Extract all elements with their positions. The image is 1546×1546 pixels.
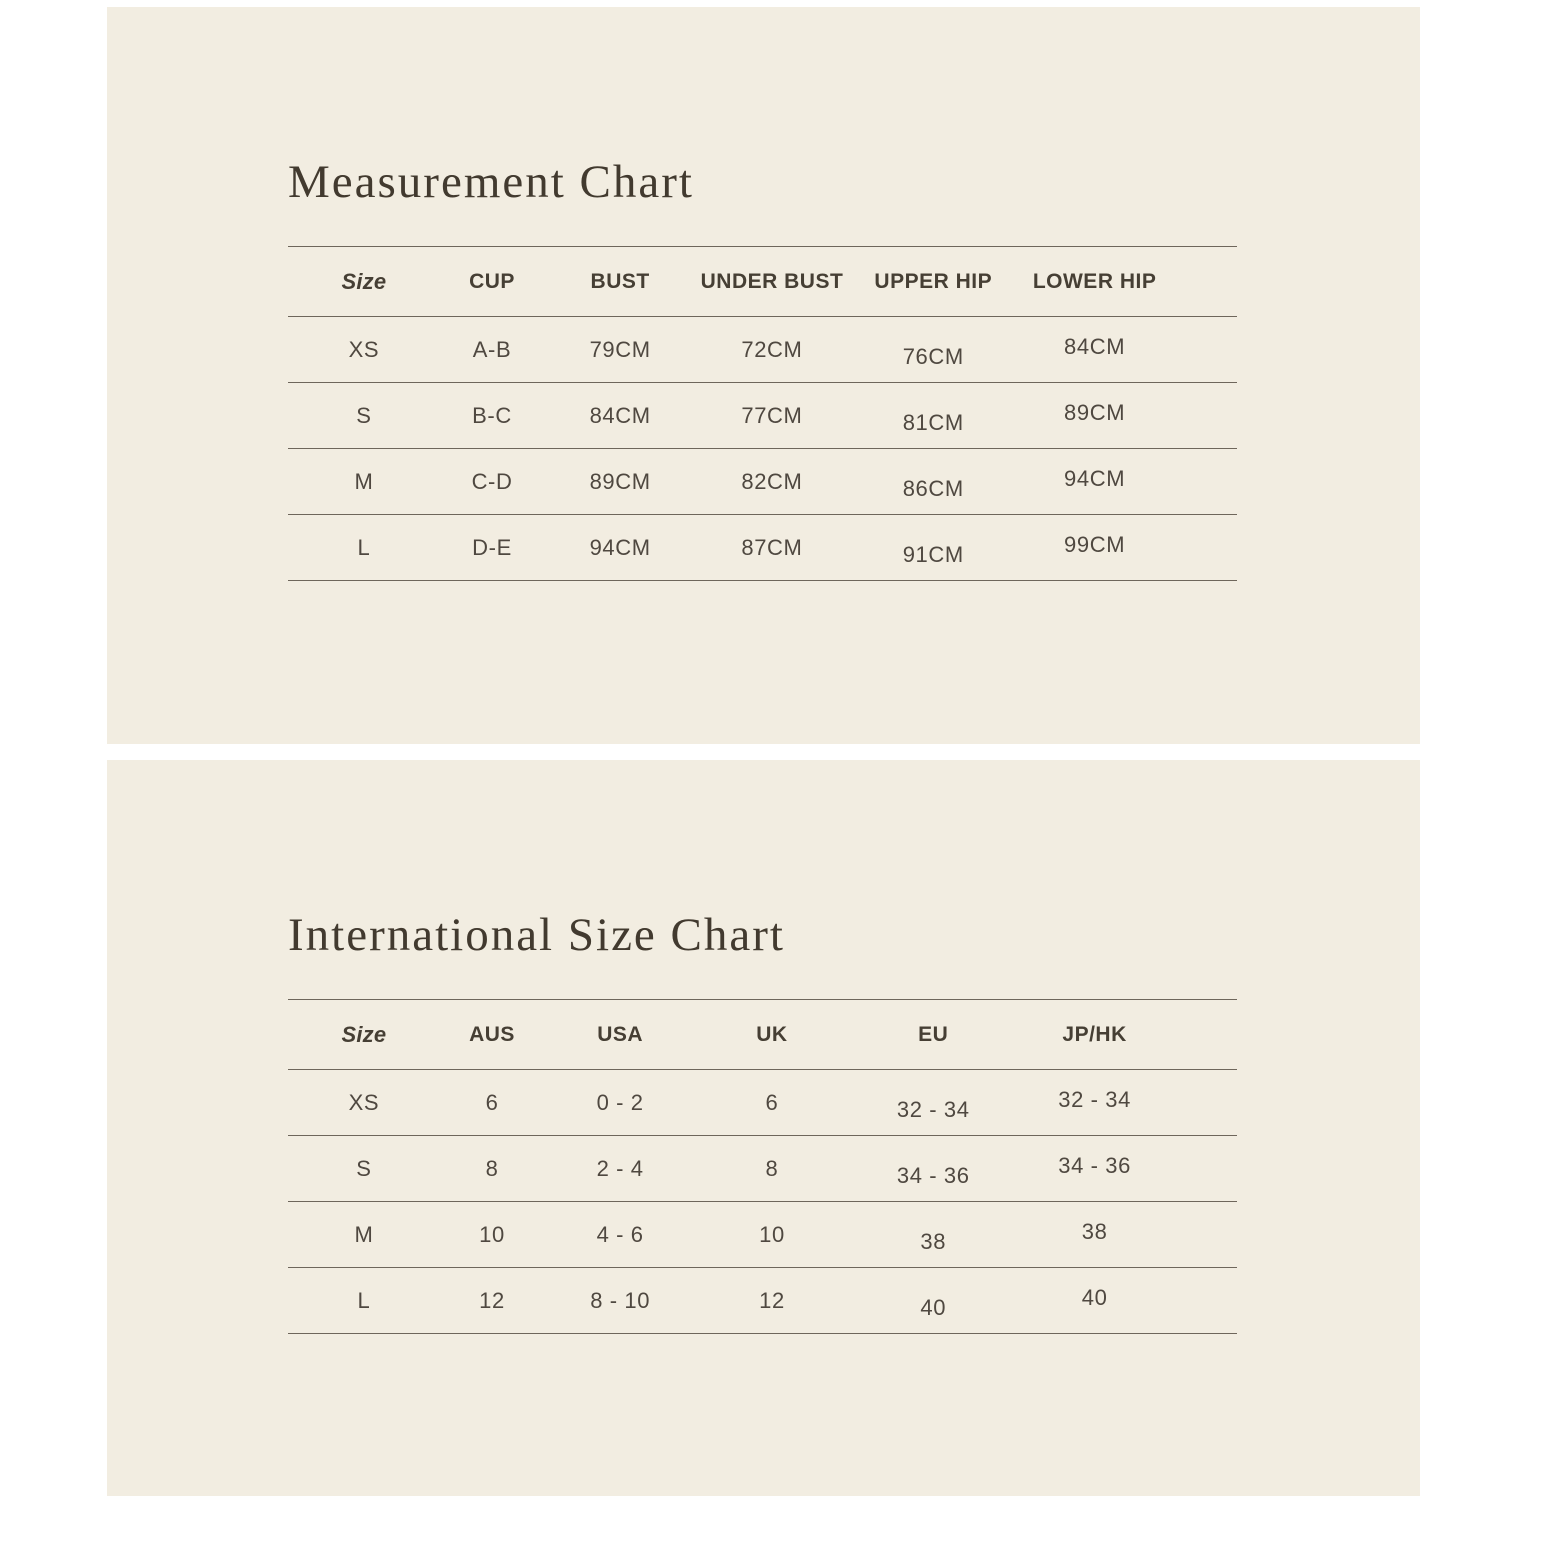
table-cell: S xyxy=(356,402,372,428)
table-cell: M xyxy=(354,1221,374,1247)
table-cell: B-C xyxy=(472,402,512,428)
table-cell: 34 - 36 xyxy=(1058,1152,1131,1178)
table-cell: 40 xyxy=(1081,1284,1108,1310)
column-header-usa: USA xyxy=(597,1022,644,1046)
table-cell: 84CM xyxy=(1064,333,1126,359)
spacer-cell xyxy=(1171,1136,1238,1202)
table-cell: 99CM xyxy=(1064,531,1126,557)
header-row xyxy=(288,1000,1237,1070)
table-cell: 8 xyxy=(485,1155,499,1181)
column-header-uk: UK xyxy=(756,1022,788,1046)
table-cell: 0 - 2 xyxy=(596,1089,644,1115)
column-header-eu: EU xyxy=(918,1022,949,1046)
column-header-upper-hip: UPPER HIP xyxy=(874,269,993,293)
table-cell: 8 - 10 xyxy=(590,1287,651,1313)
table-cell: C-D xyxy=(471,468,513,494)
column-header-cup: CUP xyxy=(469,269,515,293)
header-row xyxy=(288,247,1237,317)
table-cell: 12 xyxy=(759,1287,785,1313)
table-cell: 40 xyxy=(920,1294,947,1320)
table-cell: 94CM xyxy=(1064,465,1126,491)
table-cell: 10 xyxy=(479,1221,505,1247)
table-cell: 4 - 6 xyxy=(596,1221,644,1247)
column-header-aus: AUS xyxy=(469,1022,515,1046)
table-cell: 89CM xyxy=(1064,399,1126,425)
table-row-size-s xyxy=(288,1136,1237,1202)
table-cell: 82CM xyxy=(741,468,803,494)
international-size-chart-title: International Size Chart xyxy=(288,909,785,961)
table-cell: M xyxy=(354,468,374,494)
column-header-size: Size xyxy=(341,268,387,294)
table-cell: 32 - 34 xyxy=(896,1096,970,1122)
spacer-cell xyxy=(1171,515,1238,581)
table-row-size-l xyxy=(288,515,1237,581)
measurement-chart-table xyxy=(288,246,1237,581)
table-cell: 72CM xyxy=(741,336,803,362)
table-cell: 38 xyxy=(920,1228,947,1254)
spacer-cell xyxy=(1171,383,1238,449)
table-cell: 76CM xyxy=(902,343,964,369)
measurement-chart-content xyxy=(288,155,1237,581)
international-size-chart-content xyxy=(288,908,1237,1334)
column-header-jp-hk: JP/HK xyxy=(1062,1022,1127,1046)
table-cell: XS xyxy=(348,1089,380,1115)
table-cell: 94CM xyxy=(589,534,651,560)
table-row-size-m xyxy=(288,1202,1237,1268)
table-cell: 91CM xyxy=(902,541,964,567)
table-cell: 6 xyxy=(765,1089,779,1115)
table-row-size-m xyxy=(288,449,1237,515)
table-cell: L xyxy=(357,534,371,560)
column-header-lower-hip: LOWER HIP xyxy=(1032,269,1157,293)
table-cell: 8 xyxy=(765,1155,779,1181)
table-cell: 34 - 36 xyxy=(896,1162,970,1188)
table-cell: D-E xyxy=(472,534,512,560)
table-cell: XS xyxy=(348,336,380,362)
measurement-chart-panel xyxy=(107,7,1420,744)
table-cell: 86CM xyxy=(902,475,964,501)
table-cell: 81CM xyxy=(902,409,964,435)
table-cell: 38 xyxy=(1081,1218,1108,1244)
spacer-cell xyxy=(1171,1202,1238,1268)
spacer-cell xyxy=(1171,1000,1238,1070)
table-row-size-xs xyxy=(288,317,1237,383)
table-cell: 2 - 4 xyxy=(596,1155,644,1181)
table-cell: 6 xyxy=(485,1089,499,1115)
table-cell: A-B xyxy=(472,336,512,362)
table-cell: S xyxy=(356,1155,372,1181)
spacer-cell xyxy=(1171,1268,1238,1334)
table-cell: 12 xyxy=(479,1287,505,1313)
column-header-under-bust: UNDER BUST xyxy=(700,269,844,293)
table-cell: 77CM xyxy=(741,402,803,428)
table-cell: 32 - 34 xyxy=(1058,1086,1131,1112)
table-row-size-l xyxy=(288,1268,1237,1334)
table-cell: 87CM xyxy=(741,534,803,560)
table-cell: 10 xyxy=(759,1221,785,1247)
table-row-size-xs xyxy=(288,1070,1237,1136)
spacer-cell xyxy=(1171,449,1238,515)
table-row-size-s xyxy=(288,383,1237,449)
spacer-cell xyxy=(1171,247,1238,317)
international-size-chart-table xyxy=(288,999,1237,1334)
column-header-bust: BUST xyxy=(590,269,650,293)
table-cell: 84CM xyxy=(589,402,651,428)
table-cell: L xyxy=(357,1287,371,1313)
spacer-cell xyxy=(1171,317,1238,383)
spacer-cell xyxy=(1171,1070,1238,1136)
table-cell: 79CM xyxy=(589,336,651,362)
column-header-size: Size xyxy=(341,1021,387,1047)
international-size-chart-panel xyxy=(107,760,1420,1496)
measurement-chart-title: Measurement Chart xyxy=(288,156,694,208)
table-cell: 89CM xyxy=(589,468,651,494)
